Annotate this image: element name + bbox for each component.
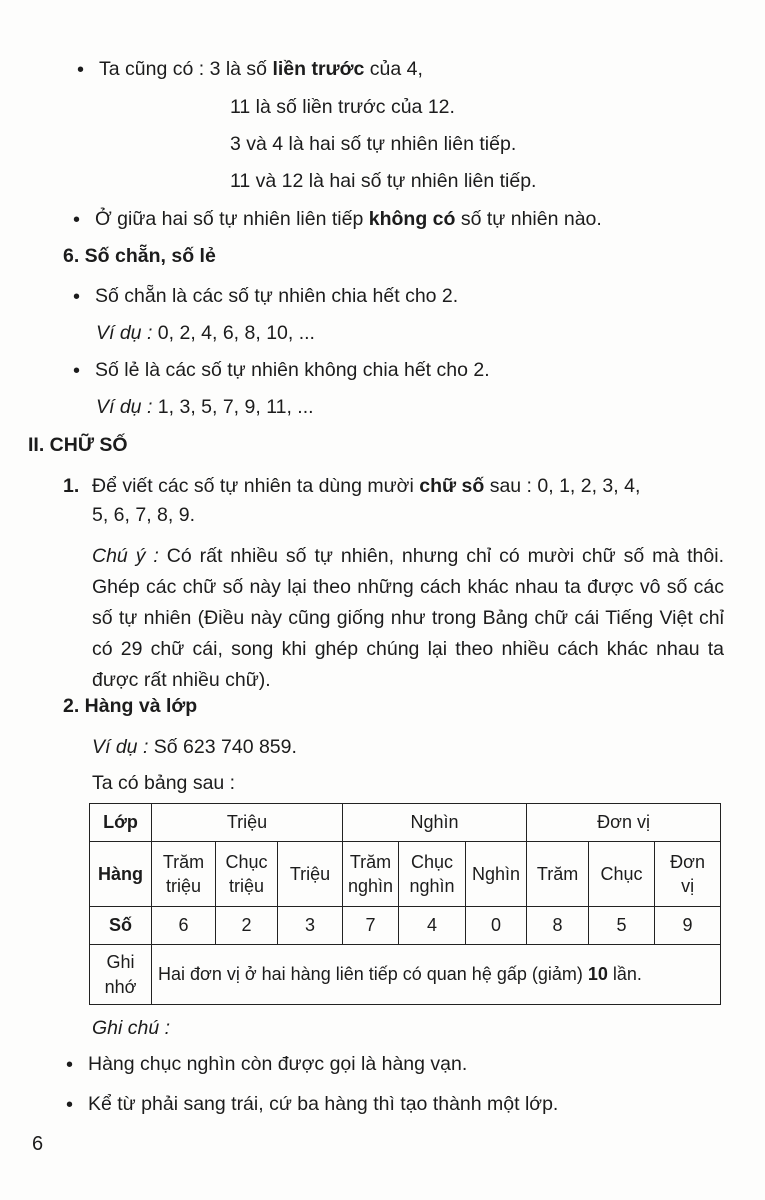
note-row xyxy=(90,945,721,1005)
point-1-number: 1. xyxy=(63,475,80,497)
page-number: 6 xyxy=(32,1133,44,1155)
place-cell: Trăm xyxy=(527,842,589,907)
place-cell: Chục triệu xyxy=(216,842,278,907)
digit-cell: 8 xyxy=(527,907,589,945)
remark-2: • Kể từ phải sang trái, cứ ba hàng thì tạo thành một lớp. xyxy=(88,1093,558,1116)
even-example: Ví dụ : 0, 2, 4, 6, 8, 10, ... xyxy=(96,322,315,344)
digit-row-label: Số xyxy=(90,907,152,945)
digit-cell: 9 xyxy=(655,907,721,945)
digit-row xyxy=(90,907,721,945)
point-2-example: Ví dụ : Số 623 740 859. xyxy=(92,736,297,758)
intro-line-3: 3 và 4 là hai số tự nhiên liên tiếp. xyxy=(230,133,517,155)
place-row-label: Hàng xyxy=(90,842,152,907)
remarks-label: Ghi chú : xyxy=(92,1017,171,1039)
remark-1: • Hàng chục nghìn còn được gọi là hàng vạn. xyxy=(88,1053,467,1076)
intro-line-1: • Ta cũng có : 3 là số liền trước của 4, xyxy=(99,58,423,81)
place-cell: Chục nghìn xyxy=(399,842,466,907)
digit-cell: 3 xyxy=(278,907,343,945)
digit-cell: 5 xyxy=(589,907,655,945)
odd-example: Ví dụ : 1, 3, 5, 7, 9, 11, ... xyxy=(96,396,314,418)
place-cell: Triệu xyxy=(278,842,343,907)
class-trieu: Triệu xyxy=(152,804,343,842)
digit-cell: 6 xyxy=(152,907,216,945)
place-cell: Nghìn xyxy=(466,842,527,907)
note-row-label: Ghi nhớ xyxy=(90,945,152,1005)
place-cell: Trăm triệu xyxy=(152,842,216,907)
digit-cell: 2 xyxy=(216,907,278,945)
even-definition: • Số chẵn là các số tự nhiên chia hết cho 2. xyxy=(95,285,458,308)
point-2-heading: 2. Hàng và lớp xyxy=(63,695,198,717)
note-row-text: Hai đơn vị ở hai hàng liên tiếp có quan hệ gấp (giảm) 10 lần. xyxy=(152,945,721,1005)
place-cell: Đơn vị xyxy=(655,842,721,907)
intro-line-4: 11 và 12 là hai số tự nhiên liên tiếp. xyxy=(230,170,537,192)
odd-definition: • Số lẻ là các số tự nhiên không chia hết cho 2. xyxy=(95,359,490,382)
place-row xyxy=(90,842,721,907)
place-value-table xyxy=(89,803,721,1005)
class-nghin: Nghìn xyxy=(343,804,527,842)
class-row-label: Lớp xyxy=(90,804,152,842)
section-6-heading: 6. Số chẵn, số lẻ xyxy=(63,245,216,267)
intro-line-2: 11 là số liền trước của 12. xyxy=(230,96,455,118)
note-paragraph: Chú ý : Có rất nhiều số tự nhiên, nhưng chỉ có mười chữ số mà thôi. Ghép các chữ số này lại theo những cách khác nhau ta được vô số các số tự nhiên (Điều này cũng giống như trong Bảng chữ cái Tiếng Việt chỉ có 29 chữ cái, song khi ghép chúng lại theo nhiều cách khác nhau ta được rất nhiều chữ). xyxy=(92,545,724,691)
intro-line-5: • Ở giữa hai số tự nhiên liên tiếp không có số tự nhiên nào. xyxy=(95,208,602,231)
section-ii-heading: II. CHỮ SỐ xyxy=(28,434,128,456)
class-row xyxy=(90,804,721,842)
place-cell: Trăm nghìn xyxy=(343,842,399,907)
digit-cell: 0 xyxy=(466,907,527,945)
digit-cell: 4 xyxy=(399,907,466,945)
class-don-vi: Đơn vị xyxy=(527,804,721,842)
place-cell: Chục xyxy=(589,842,655,907)
point-1-line-2: 5, 6, 7, 8, 9. xyxy=(92,504,195,526)
table-intro: Ta có bảng sau : xyxy=(92,772,236,794)
digit-cell: 7 xyxy=(343,907,399,945)
point-1-line-1: Để viết các số tự nhiên ta dùng mười chữ số sau : 0, 1, 2, 3, 4, xyxy=(92,475,641,497)
